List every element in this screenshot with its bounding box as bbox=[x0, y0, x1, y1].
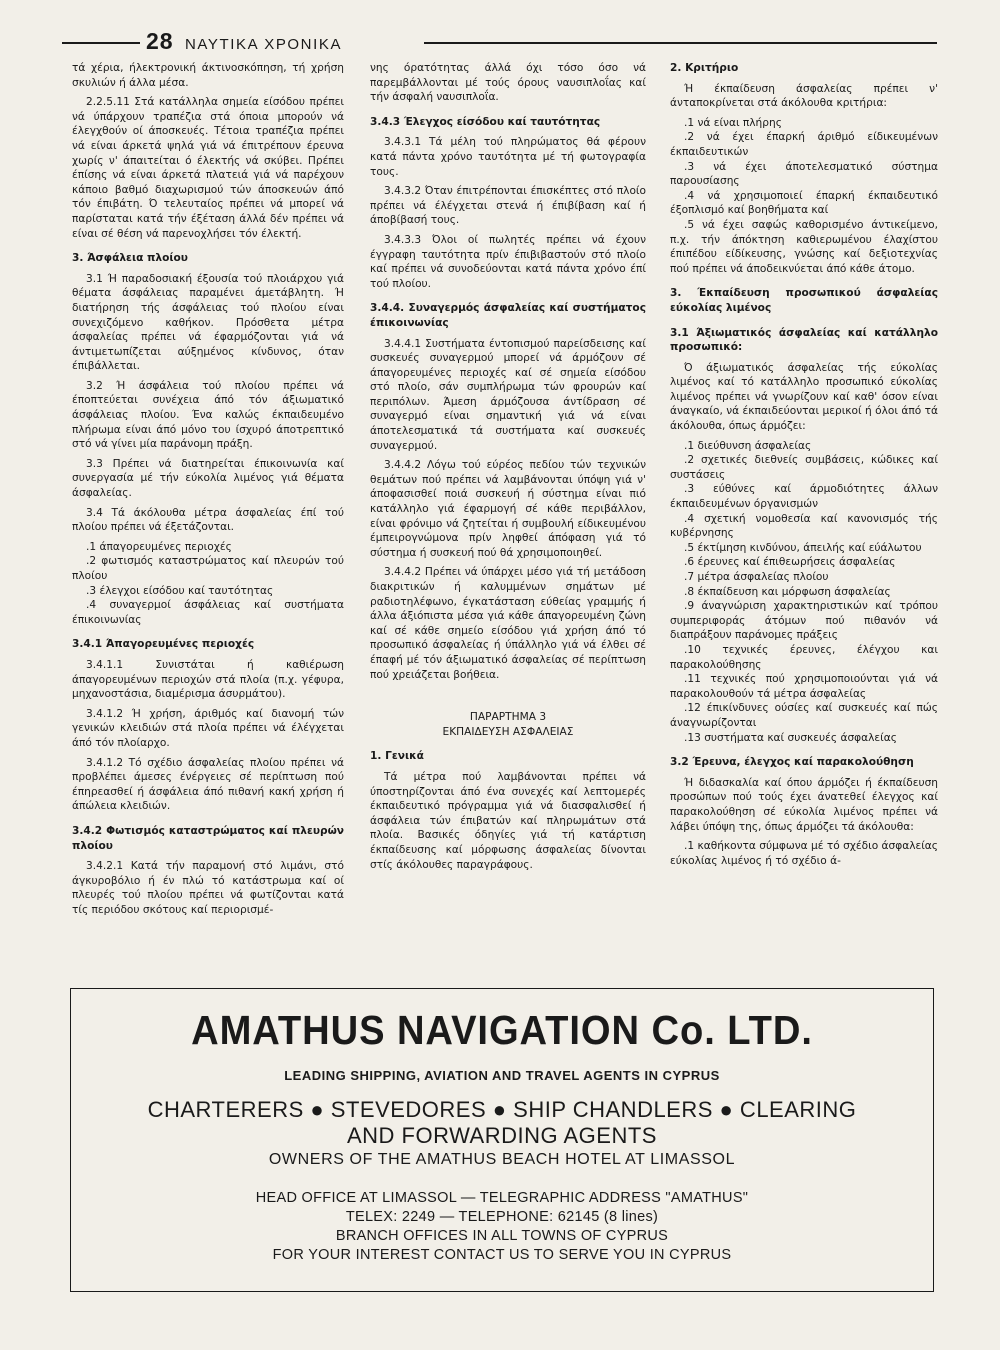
list-item: .11 τεχνικές πού χρησιμοποιούνται γιά νά παρακολουθούν τά μέτρα άσφαλείας bbox=[670, 673, 938, 700]
paragraph: 3.3 Πρέπει νά διατηρείται έπικοινωνία καί συνεργασία μέ τήν εύκολία λιμένος γιά θέματα άσφαλείας. bbox=[72, 457, 344, 500]
section-heading: 3. Έκπαίδευση προσωπικού άσφαλείας εύκολίας λιμένος bbox=[670, 287, 938, 314]
page-header bbox=[62, 28, 937, 56]
section-heading: 3. Άσφάλεια πλοίου bbox=[72, 252, 188, 265]
ad-company-name: AMATHUS NAVIGATION Co. LTD. bbox=[191, 1007, 813, 1053]
appendix-title: ΠΑΡΑΡΤΗΜΑ 3 bbox=[469, 711, 547, 724]
paragraph: 3.2 Ή άσφάλεια τού πλοίου πρέπει νά έποπτεύεται συνέχεια άπό τόν άξιωματικό άσφάλειας πλοίου. Ένα καλώς έκπαιδευμένο πλήρωμα είναι άπό μόνο του ίσχυρό άποτρεπτικό στό νά γίνει μία παράνομη πράξη. bbox=[72, 379, 344, 451]
paragraph: Τά μέτρα πού λαμβάνονται πρέπει νά ύποστηρίζονται άπό ένα συνεχές καί λεπτομερές έκπαιδευτικό πρόγραμμα γιά νά διασφαλισθεί ή άσφάλεια τών έπιβατών καί πληρωμάτων στά πλοία. Βασικές όδηγίες γιά τή κατάρτιση έκπαίδευσης καί μόρφωσης άσφαλείας δίνονται στίς άκόλουθες παραγράφους. bbox=[370, 770, 646, 871]
paragraph: 3.4.4.2 Πρέπει νά ύπάρχει μέσο γιά τή μετάδοση διακριτικών ή καλυμμένων σημάτων μέ ραδιοτηλέφωνο, έγκατάσταση εύθείας γραμμής ή άλλα άξιόπιστα μέσα γιά κάθε άπαγορευμένη ζώνη καί σέ κάθε σημείο είσόδου γιά χρήση άπό τό προσωπικό άσφαλείας ή ύπάλληλο γιά νά έλθει σέ έπαφή μέ τόν άξιωματικό άσφαλείας σέ περίπτωση πού χρειάζεται βοήθεια. bbox=[370, 566, 646, 681]
header-rule-right bbox=[424, 42, 937, 44]
list-item: .1 άπαγορευμένες περιοχές bbox=[86, 540, 232, 553]
list-item: .2 φωτισμός καταστρώματος καί πλευρών τού πλοίου bbox=[72, 555, 344, 582]
paragraph: Ή διδασκαλία καί όπου άρμόζει ή έκπαίδευση προσώπων πού τούς έχει άνατεθεί έλεγχος καί παρακολούθηση σέ εύκολία λιμένος πρέπει νά λάβει ύπόψη της, όπως άρμόζει τά άκόλουθα: bbox=[670, 776, 938, 833]
list-item: .7 μέτρα άσφαλείας πλοίου bbox=[684, 571, 829, 583]
list-item: .3 έλεγχοι είσόδου καί ταυτότητας bbox=[86, 584, 274, 597]
page-number: 28 bbox=[146, 28, 174, 54]
paragraph: 3.1 Ή παραδοσιακή έξουσία τού πλοιάρχου γιά θέματα άσφάλειας παραμένει άμετάβλητη. Ή διατήρηση τής άσφάλειας τού πλοίου είναι συνεχιζόμενο καθήκον. Πρόσθετα μέτρα άσφαλείας πρέπει νά έφαρμόζονται γιά νά άντιμετωπίζεται αύξημένος κίνδυνος, όταν έπιβάλλεται. bbox=[72, 272, 344, 373]
list-item: .5 έκτίμηση κινδύνου, άπειλής καί εύάλωτου bbox=[684, 541, 922, 554]
ad-branches: BRANCH OFFICES IN ALL TOWNS OF CYPRUS bbox=[335, 1228, 669, 1244]
column-left bbox=[72, 61, 344, 922]
section-heading: 3.4.3 Έλεγχος είσόδου καί ταυτότητας bbox=[370, 115, 601, 128]
section-heading: 3.4.2 Φωτισμός καταστρώματος καί πλευρών πλοίου bbox=[72, 824, 344, 852]
list-item: .2 νά έχει έπαρκή άριθμό είδικευμένων έκπαιδευτικών bbox=[670, 131, 938, 158]
paragraph: τά χέρια, ήλεκτρονική άκτινοσκόπηση, τή χρήση σκυλιών ή άλλα μέσα. bbox=[72, 62, 344, 89]
paragraph: 3.4.1.2 Ή χρήση, άριθμός καί διανομή τών γενικών κλειδιών στά πλοία πρέπει νά έλέγχεται άπό τόν πλοίαρχο. bbox=[72, 707, 344, 749]
list-item: .2 σχετικές διεθνείς συμβάσεις, κώδικες καί συστάσεις bbox=[670, 454, 938, 481]
list-item: .5 νά έχει σαφώς καθορισμένο άντικείμενο, π.χ. τήν άπόκτηση καθιερωμένου έλαχίστου έπιπέδου είδίκευσης, γνώσης καί δεξιοτεχνίας πού πρέπει νά άποδεικνύεται άπό κάθε άτομο. bbox=[670, 218, 938, 275]
ad-services-line: AND FORWARDING AGENTS bbox=[347, 1123, 657, 1148]
paragraph: 3.4.3.3 Όλοι οί πωλητές πρέπει νά έχουν έγγραφη ταυτότητα πρίν έπιβιβαστούν στό πλοίο καί πρέπει νά συνοδεύονται κατά πάντα χρόνο έπί τού πλοίου. bbox=[370, 233, 646, 290]
ad-head-office: HEAD OFFICE AT LIMASSOL — TELEGRAPHIC ADDRESS "AMATHUS" bbox=[255, 1190, 749, 1206]
ad-contact-block bbox=[71, 1189, 933, 1265]
paragraph: 3.4.4.1 Συστήματα έντοπισμού παρείσδεισης καί συσκευές συναγερμού μπορεί νά άρμόζουν σέ άπαγορευμένες περιοχές καί σέ σημεία είσόδου στό πλοίο, σάν συμπλήρωμα τών φρουρών καί περιπόλων. Άμεση άρμόζουσα άντίδραση σέ συναγερμό είναι σημαντική γιά νά είναι άποτελεσματικά τά συστήματα καί συσκευές συναγερμού. bbox=[370, 337, 646, 452]
ad-services-line: CHARTERERS ● STEVEDORES ● SHIP CHANDLERS ● CLEARING bbox=[147, 1097, 857, 1122]
section-heading: 2. Κριτήριο bbox=[670, 62, 739, 74]
list-item: .1 διεύθυνση άσφαλείας bbox=[684, 439, 812, 452]
section-heading: 1. Γενικά bbox=[370, 750, 424, 763]
paragraph: 3.4.2.1 Κατά τήν παραμονή στό λιμάνι, στό άγκυροβόλιο ή έν πλώ τό κατάστρωμα καί οί πλευρές τού πλοίου πρέπει νά φωτίζονται κατά τίς περιόδου σκότους καί περιορισμέ- bbox=[72, 860, 344, 916]
ad-telex: TELEX: 2249 — TELEPHONE: 62145 (8 lines) bbox=[345, 1209, 659, 1225]
appendix-subtitle: ΕΚΠΑΙΔΕΥΣΗ ΑΣΦΑΛΕΙΑΣ bbox=[442, 725, 574, 738]
list-item: .1 νά είναι πλήρης bbox=[684, 116, 782, 129]
advertisement bbox=[70, 988, 934, 1292]
magazine-title: ΝΑΥΤΙΚΑ ΧΡΟΝΙΚΑ bbox=[185, 36, 343, 53]
section-heading: 3.4.4. Συναγερμός άσφαλείας καί συστήματος έπικοινωνίας bbox=[370, 302, 646, 329]
list-item: .4 νά χρησιμοποιεί έπαρκή έκπαιδευτικό έξοπλισμό καί βοηθήματα καί bbox=[670, 189, 938, 217]
list-item: .8 έκπαίδευση και μόρφωση άσφαλείας bbox=[684, 585, 891, 598]
section-heading: 3.1 Άξιωματικός άσφαλείας καί κατάλληλο προσωπικό: bbox=[670, 326, 938, 354]
ad-contact: FOR YOUR INTEREST CONTACT US TO SERVE YOU IN CYPRUS bbox=[272, 1247, 732, 1263]
section-heading: 3.2 Έρευνα, έλεγχος καί παρακολούθηση bbox=[670, 756, 914, 769]
list-item: .3 νά έχει άποτελεσματικό σύστημα παρουσίασης bbox=[670, 160, 938, 188]
paragraph: νης όρατότητας άλλά όχι τόσο όσο νά παρεμβάλλονται μέ τούς όρους ναυσιπλοΐας καί τήν άσφαλή ναυσιπλοΐα. bbox=[370, 62, 646, 104]
ad-owners: OWNERS OF THE AMATHUS BEACH HOTEL AT LIMASSOL bbox=[268, 1151, 736, 1168]
paragraph: Ή έκπαίδευση άσφαλείας πρέπει ν' άνταποκρίνεται στά άκόλουθα κριτήρια: bbox=[670, 82, 938, 110]
list-item: .3 εύθύνες καί άρμοδιότητες άλλων έκπαιδευμένων όργανισμών bbox=[670, 483, 938, 511]
paragraph: 3.4.1.2 Τό σχέδιο άσφαλείας πλοίου πρέπει νά προβλέπει άμεσες ένέργειες σέ περίπτωση πού έπηρεασθεί ή άσφάλεια άπό πιθανή κακή χρήση ή άπώλεια κλειδιών. bbox=[72, 756, 344, 813]
list-item: .9 άναγνώριση χαρακτηριστικών καί τρόπου συμπεριφοράς άτόμων πού πιθανόν νά διαπράξουν παράνομες πράξεις bbox=[670, 600, 938, 642]
list-item: .12 έπικίνδυνες ούσίες καί συσκευές καί πώς άναγνωρίζονται bbox=[670, 702, 938, 729]
header-rule-left bbox=[62, 42, 140, 44]
list-item: .4 συναγερμοί άσφάλειας καί συστήματα έπικοινωνίας bbox=[72, 599, 344, 626]
ad-tagline: LEADING SHIPPING, AVIATION AND TRAVEL AGENTS IN CYPRUS bbox=[284, 1068, 720, 1083]
list-item: .13 συστήματα καί συσκευές άσφαλείας bbox=[684, 731, 897, 744]
column-right bbox=[670, 61, 938, 873]
ad-services bbox=[71, 1097, 933, 1149]
paragraph: 3.4 Τά άκόλουθα μέτρα άσφαλείας έπί τού πλοίου πρέπει νά έξετάζονται. bbox=[72, 506, 344, 534]
paragraph: 2.2.5.11 Στά κατάλληλα σημεία είσόδου πρέπει νά ύπάρχουν τραπέζια στά όποια μπορούν νά έλεγχθούν οί άποσκευές. Τέτοια τραπέζια πρέπει νά είναι άρκετά ψηλά γιά νά έπιτρέπουν έρευνα χωρίς ν' άπαιτείται ό έλεκτής νά σκύβει. Πρέπει έπίσης νά είναι άρκετά πλατειά γιά νά παρέχουν κάποιο βαθμό διαχωρισμού τών άποσκευών άπό τόν έπιβάτη. Ό τελευταίος πρέπει νά μπορεί νά παρίσταται κατά τήν έξέταση άλλά δέν πρέπει νά είναι σέ θέση νά παρενοχλήσει τόν έλεκτή. bbox=[72, 96, 344, 240]
list-item: .10 τεχνικές έρευνες, έλέγχου και παρακολούθησης bbox=[670, 643, 938, 671]
section-heading: 3.4.1 Άπαγορευμένες περιοχές bbox=[72, 638, 255, 651]
paragraph: 3.4.4.2 Λόγω τού εύρέος πεδίου τών τεχνικών θεμάτων πού πρέπει νά λαμβάνονται ύπόψη γιά ν' άποφασισθεί ποιά συσκευή ή σύστημα είναι πιό κατάλληλο γιά έφαρμογή σέ κάθε περιβάλλον, είναι φρόνιμο νά ζητείται ή συμβουλή είδικευμένου έμπειρογνώμονα πρίν ληφθεί άπόφαση γιά τό σύστημα ή συσκευή πού θά χρησιμοποιηθεί. bbox=[370, 459, 646, 559]
paragraph: 3.4.3.1 Τά μέλη τού πληρώματος θά φέρουν κατά πάντα χρόνο ταυτότητα μέ τή φωτογραφία τους. bbox=[370, 136, 646, 178]
list-item: .4 σχετική νομοθεσία καί κανονισμός τής κυβέρνησης bbox=[670, 512, 938, 540]
list-item: .6 έρευνες καί έπιθεωρήσεις άσφαλείας bbox=[684, 556, 896, 569]
paragraph: Ό άξιωματικός άσφαλείας τής εύκολίας λιμένος καί τό κατάλληλο προσωπικό εύκολίας λιμένος πρέπει νά γνωρίζουν καί καθ' όσον είναι άναγκαίο, νά έκπαιδεύονται μερικοί ή όλοι άπό τά άκόλουθα, όπως άρμόζει: bbox=[670, 361, 938, 433]
paragraph: .1 καθήκοντα σύμφωνα μέ τό σχέδιο άσφαλείας εύκολίας λιμένος ή τό σχέδιο ά- bbox=[670, 840, 938, 867]
paragraph: 3.4.1.1 Συνιστάται ή καθιέρωση άπαγορευμένων περιοχών στά πλοία (π.χ. γέφυρα, μηχανοστάσια, διαμέρισμα άσυρμάτου). bbox=[72, 658, 344, 701]
column-middle bbox=[370, 61, 646, 877]
paragraph: 3.4.3.2 Όταν έπιτρέπονται έπισκέπτες στό πλοίο πρέπει νά έλέγχεται στενά ή έπιβίβαση καί ή άποβίβασή τους. bbox=[370, 185, 646, 227]
